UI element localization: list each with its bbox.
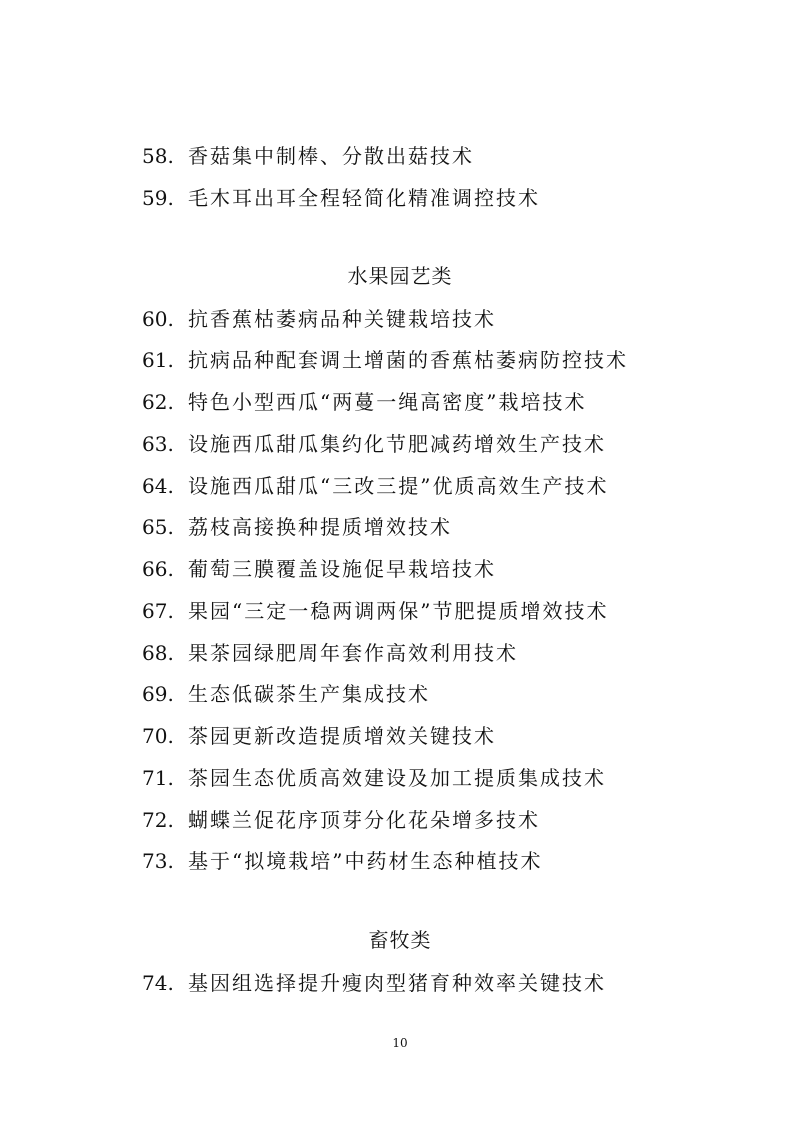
item-text: 设施西瓜甜瓜集约化节肥减药增效生产技术 bbox=[188, 432, 606, 456]
item-text: 茶园更新改造提质增效关键技术 bbox=[188, 724, 496, 748]
item-text: 果茶园绿肥周年套作高效利用技术 bbox=[188, 641, 518, 665]
list-item bbox=[142, 681, 430, 707]
item-text: 果园“三定一稳两调两保”节肥提质增效技术 bbox=[188, 599, 609, 623]
item-number: 66. bbox=[142, 557, 174, 581]
item-number: 70. bbox=[142, 724, 174, 748]
item-number: 67. bbox=[142, 599, 174, 623]
list-item bbox=[142, 598, 608, 624]
item-text: 设施西瓜甜瓜“三改三提”优质高效生产技术 bbox=[188, 474, 609, 498]
item-number: 68. bbox=[142, 641, 174, 665]
item-number: 65. bbox=[142, 515, 174, 539]
item-text: 蝴蝶兰促花序顶芽分化花朵增多技术 bbox=[188, 808, 540, 832]
list-item bbox=[142, 185, 540, 211]
item-number: 64. bbox=[142, 474, 174, 498]
item-number: 60. bbox=[142, 307, 174, 331]
list-item bbox=[142, 640, 518, 666]
list-item bbox=[142, 389, 586, 415]
item-text: 特色小型西瓜“两蔓一绳高密度”栽培技术 bbox=[188, 390, 587, 414]
list-item bbox=[142, 143, 474, 169]
item-number: 58. bbox=[142, 144, 174, 168]
item-number: 59. bbox=[142, 186, 174, 210]
page-number: 10 bbox=[392, 1036, 408, 1050]
list-item bbox=[142, 556, 496, 582]
list-item bbox=[142, 970, 606, 996]
item-text: 基于“拟境栽培”中药材生态种植技术 bbox=[188, 849, 543, 873]
item-text: 葡萄三膜覆盖设施促早栽培技术 bbox=[188, 557, 496, 581]
item-text: 基因组选择提升瘦肉型猪育种效率关键技术 bbox=[188, 971, 606, 995]
item-number: 63. bbox=[142, 432, 174, 456]
list-item bbox=[142, 848, 542, 874]
list-item bbox=[142, 723, 496, 749]
item-text: 茶园生态优质高效建设及加工提质集成技术 bbox=[188, 766, 606, 790]
list-item bbox=[142, 431, 606, 457]
item-number: 61. bbox=[142, 348, 174, 372]
item-number: 74. bbox=[142, 971, 174, 995]
list-item bbox=[142, 473, 608, 499]
item-text: 毛木耳出耳全程轻简化精准调控技术 bbox=[188, 186, 540, 210]
list-item bbox=[142, 514, 452, 540]
item-text: 抗病品种配套调土增菌的香蕉枯萎病防控技术 bbox=[188, 348, 628, 372]
list-item bbox=[142, 347, 628, 373]
item-text: 生态低碳茶生产集成技术 bbox=[188, 682, 430, 706]
item-number: 71. bbox=[142, 766, 174, 790]
list-item bbox=[142, 306, 496, 332]
list-item bbox=[142, 765, 606, 791]
section-heading-fruit-horticulture: 水果园艺类 bbox=[347, 264, 453, 288]
list-item bbox=[142, 807, 540, 833]
item-text: 香菇集中制棒、分散出菇技术 bbox=[188, 144, 474, 168]
item-text: 抗香蕉枯萎病品种关键栽培技术 bbox=[188, 307, 496, 331]
item-number: 62. bbox=[142, 390, 174, 414]
item-text: 荔枝高接换种提质增效技术 bbox=[188, 515, 452, 539]
item-number: 72. bbox=[142, 808, 174, 832]
section-heading-animal-husbandry: 畜牧类 bbox=[368, 928, 432, 952]
item-number: 69. bbox=[142, 682, 174, 706]
item-number: 73. bbox=[142, 849, 174, 873]
